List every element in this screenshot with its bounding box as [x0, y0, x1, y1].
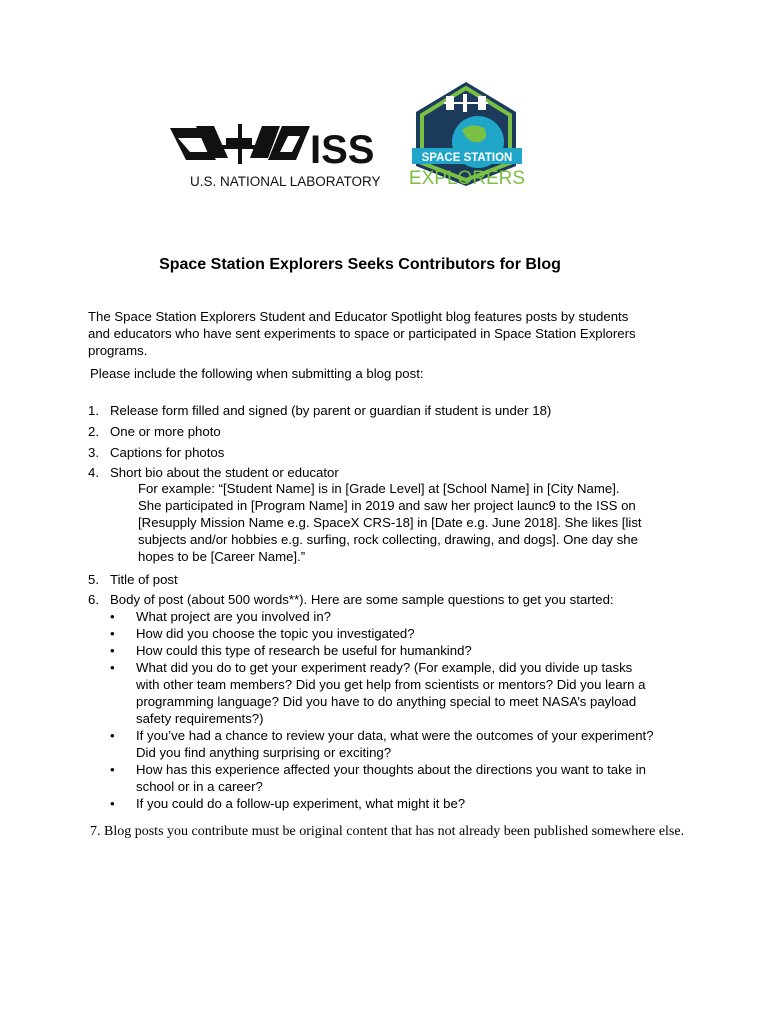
sample-questions	[110, 608, 654, 812]
bullet-text: programming language? Did you have to do anything special to meet NASA’s payload	[136, 694, 637, 709]
bio-example	[138, 480, 642, 565]
intro-paragraph	[88, 308, 688, 359]
bullet-item	[110, 642, 654, 659]
bullet-text: If you’ve had a chance to review your data, what were the outcomes of your experiment?	[136, 728, 654, 743]
bullet-icon: •	[110, 728, 115, 743]
bullet-text: Did you find anything surprising or exciting?	[136, 745, 392, 760]
lead-text: Please include the following when submitting a blog post:	[90, 366, 424, 381]
list-text: Body of post (about 500 words**). Here are some sample questions to get you started:	[110, 592, 614, 607]
example-line: She participated in [Program Name] in 2019 and saw her project launc9 to the ISS on	[138, 498, 636, 513]
page-title: Space Station Explorers Seeks Contributors for Blog	[159, 256, 561, 273]
bullet-text: school or in a career?	[136, 779, 263, 794]
list-number: 6.	[88, 592, 99, 607]
intro-line: The Space Station Explorers Student and Educator Spotlight blog features posts by students	[88, 309, 629, 324]
example-line: For example: “[Student Name] is in [Grade Level] at [School Name] in [City Name].	[138, 481, 620, 496]
list-number: 4.	[88, 465, 99, 480]
example-line: [Resupply Mission Name e.g. SpaceX CRS-18] in [Date e.g. June 2018]. She likes [list	[138, 515, 642, 530]
bullet-text: What project are you involved in?	[136, 609, 331, 624]
bullet-icon: •	[110, 762, 115, 777]
station-icon	[444, 94, 488, 112]
bullet-text: What did you do to get your experiment ready? (For example, did you divide up tasks	[136, 660, 633, 675]
list-number: 3.	[88, 445, 99, 460]
original-content-note: 7. Blog posts you contribute must be original content that has not already been published somewhere else.	[90, 824, 685, 839]
bullet-item	[110, 727, 654, 761]
bullet-icon: •	[110, 626, 115, 641]
bullet-item	[110, 761, 654, 795]
bullet-text: How did you choose the topic you investigated?	[136, 626, 415, 641]
list-text: Release form filled and signed (by parent or guardian if student is under 18)	[110, 403, 552, 418]
bullet-icon: •	[110, 643, 115, 658]
bullet-icon: •	[110, 609, 115, 624]
bullet-icon: •	[110, 796, 115, 811]
list-number: 2.	[88, 424, 99, 439]
iss-subtitle: U.S. NATIONAL LABORATORY	[190, 174, 381, 189]
intro-line: and educators who have sent experiments to space or participated in Space Station Explorers	[88, 326, 636, 341]
bullet-text: If you could do a follow-up experiment, what might it be?	[136, 796, 466, 811]
list-number: 1.	[88, 403, 99, 418]
bullet-text: How could this type of research be useful for humankind?	[136, 643, 472, 658]
list-text: Title of post	[110, 572, 178, 587]
bullet-icon: •	[110, 660, 115, 675]
iss-station-icon	[170, 124, 310, 164]
list-text: Captions for photos	[110, 445, 225, 460]
bullet-text: with other team members? Did you get help from scientists or mentors? Did you learn a	[136, 677, 646, 692]
example-line: hopes to be [Career Name].”	[138, 549, 306, 564]
list-number: 5.	[88, 572, 99, 587]
bullet-item	[110, 608, 654, 625]
iss-wordmark: ISS	[310, 128, 375, 172]
bullet-text: How has this experience affected your thoughts about the directions you want to take in	[136, 762, 646, 777]
example-line: subjects and/or hobbies e.g. surfing, rock collecting, drawing, and dogs]. One day she	[138, 532, 638, 547]
badge-line1: SPACE STATION	[421, 152, 513, 164]
list-text: Short bio about the student or educator	[110, 465, 339, 480]
header-logos	[0, 0, 770, 200]
bullet-item	[110, 659, 654, 727]
list-text: One or more photo	[110, 424, 221, 439]
badge-line2: EXPLORERS	[408, 168, 526, 189]
bullet-text: safety requirements?)	[136, 711, 264, 726]
bullet-item	[110, 795, 654, 812]
intro-line: programs.	[88, 343, 148, 358]
bullet-item	[110, 625, 654, 642]
